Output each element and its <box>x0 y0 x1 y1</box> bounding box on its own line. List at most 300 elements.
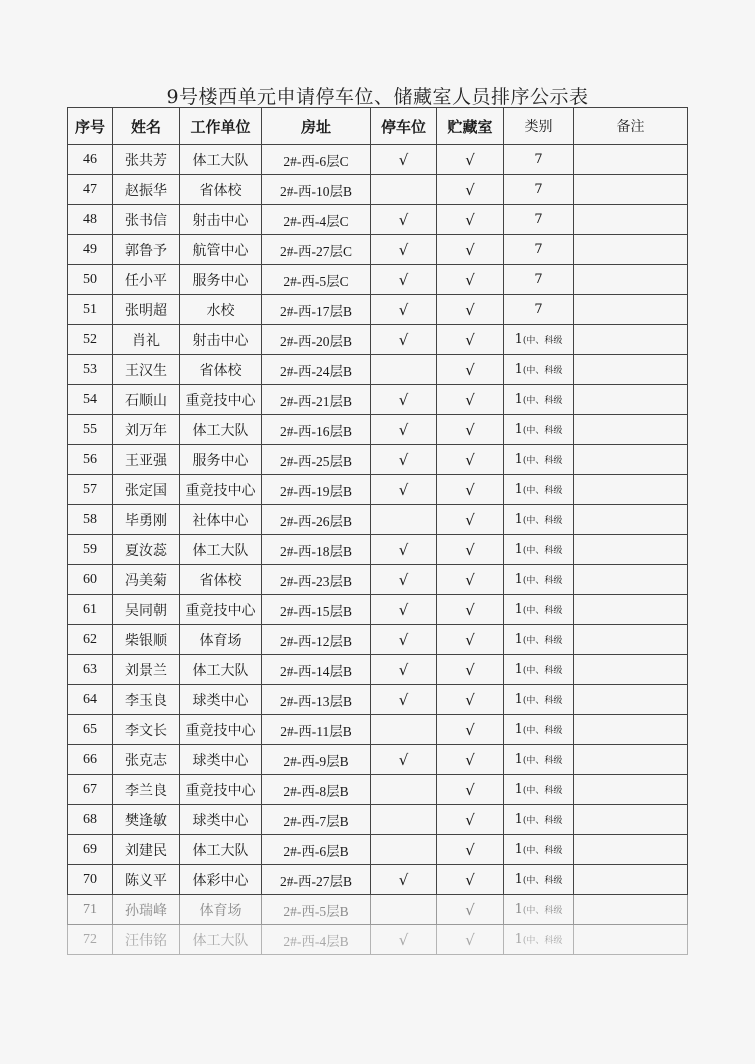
parking-cell <box>371 655 437 685</box>
remark-cell <box>574 745 688 775</box>
check-mark-icon: √ <box>465 870 475 889</box>
address-cell: 2#-西-23层B <box>262 565 371 595</box>
category-value: 1 <box>514 332 523 347</box>
check-mark-icon: √ <box>465 630 475 649</box>
address-cell: 2#-西-24层B <box>262 355 371 385</box>
storage-cell <box>437 835 504 865</box>
remark-cell <box>574 835 688 865</box>
storage-cell <box>437 595 504 625</box>
category-note: (中、科级 <box>522 606 563 616</box>
seq-cell: 55 <box>68 415 113 445</box>
category-cell <box>504 565 574 595</box>
check-mark-icon: √ <box>398 300 409 319</box>
check-mark-icon: √ <box>465 690 475 709</box>
category-note: (中、科级 <box>522 816 563 826</box>
category-value: 1 <box>514 722 523 737</box>
category-note: (中、科级 <box>522 456 563 466</box>
table-row <box>68 385 688 415</box>
unit-cell: 体工大队 <box>180 925 262 955</box>
category-value: 1 <box>514 872 523 887</box>
category-value: 1 <box>514 812 523 827</box>
address-cell: 2#-西-4层C <box>262 205 371 235</box>
address-cell: 2#-西-14层B <box>262 655 371 685</box>
check-mark-icon: √ <box>465 840 475 859</box>
check-mark-icon: √ <box>465 360 475 379</box>
check-mark-icon: √ <box>398 330 409 349</box>
check-mark-icon: √ <box>465 210 475 229</box>
category-value: 1 <box>514 842 523 857</box>
name-cell: 樊逢敏 <box>113 805 180 835</box>
category-note: (中、科级 <box>522 336 563 346</box>
check-mark-icon: √ <box>465 660 475 679</box>
category-value: 1 <box>514 752 523 767</box>
category-cell <box>504 925 574 955</box>
check-mark-icon: √ <box>465 420 475 439</box>
parking-cell <box>371 175 437 205</box>
category-note: (中、科级 <box>522 876 563 886</box>
seq-cell: 70 <box>68 865 113 895</box>
name-cell: 张明超 <box>113 295 180 325</box>
table-row <box>68 895 688 925</box>
address-cell: 2#-西-8层B <box>262 775 371 805</box>
name-cell: 刘建民 <box>113 835 180 865</box>
table-row <box>68 415 688 445</box>
parking-cell <box>371 475 437 505</box>
name-cell: 李玉良 <box>113 685 180 715</box>
column-header-unit: 工作单位 <box>180 108 262 145</box>
unit-cell: 体工大队 <box>180 535 262 565</box>
check-mark-icon: √ <box>398 750 409 769</box>
unit-cell: 服务中心 <box>180 445 262 475</box>
category-cell <box>504 145 574 175</box>
name-cell: 石顺山 <box>113 385 180 415</box>
check-mark-icon: √ <box>465 270 475 289</box>
parking-cell <box>371 385 437 415</box>
storage-cell <box>437 655 504 685</box>
category-value: 7 <box>534 182 543 197</box>
column-header-parking: 停车位 <box>371 108 437 145</box>
parking-cell <box>371 445 437 475</box>
category-note: (中、科级 <box>522 756 563 766</box>
check-mark-icon: √ <box>398 870 409 889</box>
unit-cell: 体工大队 <box>180 415 262 445</box>
name-cell: 汪伟铭 <box>113 925 180 955</box>
parking-cell <box>371 865 437 895</box>
seq-cell: 71 <box>68 895 113 925</box>
remark-cell <box>574 655 688 685</box>
table-row <box>68 625 688 655</box>
table-row <box>68 565 688 595</box>
seq-cell: 62 <box>68 625 113 655</box>
check-mark-icon: √ <box>465 450 475 469</box>
table-row <box>68 475 688 505</box>
name-cell: 张共芳 <box>113 145 180 175</box>
storage-cell <box>437 685 504 715</box>
category-cell <box>504 415 574 445</box>
category-value: 1 <box>514 902 523 917</box>
category-value: 1 <box>514 692 523 707</box>
seq-cell: 57 <box>68 475 113 505</box>
address-cell: 2#-西-26层B <box>262 505 371 535</box>
remark-cell <box>574 895 688 925</box>
unit-cell: 省体校 <box>180 565 262 595</box>
category-note: (中、科级 <box>522 486 563 496</box>
seq-cell: 60 <box>68 565 113 595</box>
address-cell: 2#-西-5层C <box>262 265 371 295</box>
remark-cell <box>574 505 688 535</box>
storage-cell <box>437 745 504 775</box>
storage-cell <box>437 715 504 745</box>
remark-cell <box>574 685 688 715</box>
category-cell <box>504 295 574 325</box>
check-mark-icon: √ <box>398 270 409 289</box>
table-row <box>68 745 688 775</box>
page-title: 9号楼西单元申请停车位、储藏室人员排序公示表 <box>166 86 589 108</box>
seq-cell: 68 <box>68 805 113 835</box>
storage-cell <box>437 925 504 955</box>
category-note: (中、科级 <box>522 636 563 646</box>
storage-cell <box>437 895 504 925</box>
storage-cell <box>437 505 504 535</box>
category-note: (中、科级 <box>522 426 563 436</box>
check-mark-icon: √ <box>398 390 409 409</box>
remark-cell <box>574 775 688 805</box>
seq-cell: 53 <box>68 355 113 385</box>
check-mark-icon: √ <box>465 780 475 799</box>
table-row <box>68 715 688 745</box>
storage-cell <box>437 865 504 895</box>
address-cell: 2#-西-21层B <box>262 385 371 415</box>
name-cell: 刘景兰 <box>113 655 180 685</box>
check-mark-icon: √ <box>465 900 475 919</box>
column-header-name: 姓名 <box>113 108 180 145</box>
category-value: 1 <box>514 782 523 797</box>
seq-cell: 66 <box>68 745 113 775</box>
remark-cell <box>574 535 688 565</box>
address-cell: 2#-西-17层B <box>262 295 371 325</box>
parking-cell <box>371 595 437 625</box>
name-cell: 张书信 <box>113 205 180 235</box>
address-cell: 2#-西-27层C <box>262 235 371 265</box>
category-value: 1 <box>514 662 523 677</box>
check-mark-icon: √ <box>465 540 475 559</box>
address-cell: 2#-西-16层B <box>262 415 371 445</box>
table-row <box>68 655 688 685</box>
category-value: 7 <box>534 272 543 287</box>
table-row <box>68 505 688 535</box>
address-cell: 2#-西-15层B <box>262 595 371 625</box>
storage-cell <box>437 775 504 805</box>
unit-cell: 省体校 <box>180 355 262 385</box>
parking-cell <box>371 535 437 565</box>
address-cell: 2#-西-11层B <box>262 715 371 745</box>
seq-cell: 47 <box>68 175 113 205</box>
unit-cell: 射击中心 <box>180 205 262 235</box>
table-row <box>68 865 688 895</box>
name-cell: 张定国 <box>113 475 180 505</box>
check-mark-icon: √ <box>465 930 475 949</box>
category-cell <box>504 865 574 895</box>
parking-cell <box>371 265 437 295</box>
table-row <box>68 685 688 715</box>
unit-cell: 水校 <box>180 295 262 325</box>
category-value: 1 <box>514 512 523 527</box>
category-cell <box>504 805 574 835</box>
category-value: 1 <box>514 482 523 497</box>
category-note: (中、科级 <box>522 696 563 706</box>
name-cell: 毕勇刚 <box>113 505 180 535</box>
check-mark-icon: √ <box>465 600 475 619</box>
remark-cell <box>574 865 688 895</box>
remark-cell <box>574 385 688 415</box>
category-note: (中、科级 <box>522 786 563 796</box>
remark-cell <box>574 925 688 955</box>
name-cell: 吴同朝 <box>113 595 180 625</box>
check-mark-icon: √ <box>398 240 409 259</box>
column-header-remarks: 备注 <box>574 108 688 145</box>
category-cell <box>504 325 574 355</box>
category-note: (中、科级 <box>522 906 563 916</box>
name-cell: 柴银顺 <box>113 625 180 655</box>
check-mark-icon: √ <box>398 210 409 229</box>
category-value: 1 <box>514 932 523 947</box>
address-cell: 2#-西-27层B <box>262 865 371 895</box>
remark-cell <box>574 415 688 445</box>
parking-cell <box>371 235 437 265</box>
category-cell <box>504 775 574 805</box>
seq-cell: 64 <box>68 685 113 715</box>
category-cell <box>504 175 574 205</box>
table-row <box>68 235 688 265</box>
column-header-seq: 序号 <box>68 108 113 145</box>
category-cell <box>504 505 574 535</box>
address-cell: 2#-西-12层B <box>262 625 371 655</box>
storage-cell <box>437 235 504 265</box>
parking-cell <box>371 895 437 925</box>
parking-cell <box>371 505 437 535</box>
name-cell: 李兰良 <box>113 775 180 805</box>
name-cell: 郭鲁予 <box>113 235 180 265</box>
category-cell <box>504 445 574 475</box>
parking-cell <box>371 745 437 775</box>
unit-cell: 服务中心 <box>180 265 262 295</box>
category-cell <box>504 205 574 235</box>
remark-cell <box>574 235 688 265</box>
parking-cell <box>371 565 437 595</box>
parking-cell <box>371 775 437 805</box>
parking-cell <box>371 835 437 865</box>
category-cell <box>504 235 574 265</box>
category-note: (中、科级 <box>522 936 563 946</box>
address-cell: 2#-西-5层B <box>262 895 371 925</box>
check-mark-icon: √ <box>465 480 475 499</box>
parking-cell <box>371 145 437 175</box>
check-mark-icon: √ <box>398 150 409 169</box>
unit-cell: 体工大队 <box>180 835 262 865</box>
category-value: 1 <box>514 632 523 647</box>
unit-cell: 体彩中心 <box>180 865 262 895</box>
storage-cell <box>437 475 504 505</box>
address-cell: 2#-西-6层B <box>262 835 371 865</box>
category-cell <box>504 745 574 775</box>
storage-cell <box>437 535 504 565</box>
category-cell <box>504 715 574 745</box>
seq-cell: 58 <box>68 505 113 535</box>
storage-cell <box>437 325 504 355</box>
category-cell <box>504 385 574 415</box>
category-value: 1 <box>514 602 523 617</box>
table-header-row <box>68 108 688 145</box>
unit-cell: 航管中心 <box>180 235 262 265</box>
table-row <box>68 925 688 955</box>
name-cell: 夏汝蕊 <box>113 535 180 565</box>
seq-cell: 46 <box>68 145 113 175</box>
name-cell: 冯美菊 <box>113 565 180 595</box>
unit-cell: 球类中心 <box>180 805 262 835</box>
storage-cell <box>437 175 504 205</box>
category-value: 7 <box>534 302 543 317</box>
unit-cell: 射击中心 <box>180 325 262 355</box>
category-cell <box>504 895 574 925</box>
name-cell: 任小平 <box>113 265 180 295</box>
check-mark-icon: √ <box>398 570 409 589</box>
check-mark-icon: √ <box>465 510 475 529</box>
category-cell <box>504 655 574 685</box>
parking-cell <box>371 685 437 715</box>
address-cell: 2#-西-13层B <box>262 685 371 715</box>
category-cell <box>504 835 574 865</box>
check-mark-icon: √ <box>465 150 475 169</box>
parking-cell <box>371 625 437 655</box>
category-note: (中、科级 <box>522 726 563 736</box>
remark-cell <box>574 325 688 355</box>
table-row <box>68 805 688 835</box>
address-cell: 2#-西-20层B <box>262 325 371 355</box>
check-mark-icon: √ <box>465 240 475 259</box>
address-cell: 2#-西-4层B <box>262 925 371 955</box>
storage-cell <box>437 805 504 835</box>
table-row <box>68 595 688 625</box>
name-cell: 赵振华 <box>113 175 180 205</box>
unit-cell: 球类中心 <box>180 745 262 775</box>
category-cell <box>504 265 574 295</box>
seq-cell: 65 <box>68 715 113 745</box>
unit-cell: 省体校 <box>180 175 262 205</box>
storage-cell <box>437 295 504 325</box>
unit-cell: 球类中心 <box>180 685 262 715</box>
seq-cell: 52 <box>68 325 113 355</box>
remark-cell <box>574 715 688 745</box>
storage-cell <box>437 355 504 385</box>
category-note: (中、科级 <box>522 846 563 856</box>
remark-cell <box>574 175 688 205</box>
address-cell: 2#-西-7层B <box>262 805 371 835</box>
address-cell: 2#-西-9层B <box>262 745 371 775</box>
name-cell: 刘万年 <box>113 415 180 445</box>
check-mark-icon: √ <box>465 390 475 409</box>
column-header-address: 房址 <box>262 108 371 145</box>
storage-cell <box>437 385 504 415</box>
remark-cell <box>574 355 688 385</box>
unit-cell: 重竞技中心 <box>180 475 262 505</box>
name-cell: 王汉生 <box>113 355 180 385</box>
check-mark-icon: √ <box>465 720 475 739</box>
category-cell <box>504 595 574 625</box>
category-value: 7 <box>534 212 543 227</box>
table-row <box>68 775 688 805</box>
unit-cell: 体工大队 <box>180 145 262 175</box>
remark-cell <box>574 565 688 595</box>
storage-cell <box>437 145 504 175</box>
category-value: 1 <box>514 572 523 587</box>
seq-cell: 49 <box>68 235 113 265</box>
table-row <box>68 355 688 385</box>
table-row <box>68 205 688 235</box>
table-row <box>68 145 688 175</box>
seq-cell: 63 <box>68 655 113 685</box>
unit-cell: 体育场 <box>180 625 262 655</box>
category-value: 7 <box>534 152 543 167</box>
unit-cell: 体工大队 <box>180 655 262 685</box>
category-value: 1 <box>514 422 523 437</box>
seq-cell: 67 <box>68 775 113 805</box>
category-value: 1 <box>514 362 523 377</box>
remark-cell <box>574 805 688 835</box>
category-cell <box>504 535 574 565</box>
parking-cell <box>371 355 437 385</box>
check-mark-icon: √ <box>398 420 409 439</box>
unit-cell: 重竞技中心 <box>180 385 262 415</box>
category-note: (中、科级 <box>522 576 563 586</box>
category-note: (中、科级 <box>522 666 563 676</box>
remark-cell <box>574 295 688 325</box>
check-mark-icon: √ <box>398 540 409 559</box>
parking-cell <box>371 805 437 835</box>
unit-cell: 重竞技中心 <box>180 715 262 745</box>
parking-cell <box>371 325 437 355</box>
storage-cell <box>437 565 504 595</box>
check-mark-icon: √ <box>398 690 409 709</box>
seq-cell: 50 <box>68 265 113 295</box>
remark-cell <box>574 625 688 655</box>
category-value: 1 <box>514 542 523 557</box>
table-body <box>68 145 688 955</box>
category-value: 7 <box>534 242 543 257</box>
category-cell <box>504 475 574 505</box>
remark-cell <box>574 445 688 475</box>
table-row <box>68 835 688 865</box>
category-value: 1 <box>514 392 523 407</box>
seq-cell: 69 <box>68 835 113 865</box>
unit-cell: 重竞技中心 <box>180 775 262 805</box>
address-cell: 2#-西-25层B <box>262 445 371 475</box>
address-cell: 2#-西-6层C <box>262 145 371 175</box>
table-row <box>68 175 688 205</box>
category-cell <box>504 685 574 715</box>
seq-cell: 48 <box>68 205 113 235</box>
parking-cell <box>371 295 437 325</box>
remark-cell <box>574 205 688 235</box>
remark-cell <box>574 145 688 175</box>
seq-cell: 72 <box>68 925 113 955</box>
roster-table <box>67 107 688 955</box>
name-cell: 张克志 <box>113 745 180 775</box>
remark-cell <box>574 265 688 295</box>
parking-cell <box>371 415 437 445</box>
name-cell: 陈义平 <box>113 865 180 895</box>
seq-cell: 59 <box>68 535 113 565</box>
seq-cell: 51 <box>68 295 113 325</box>
